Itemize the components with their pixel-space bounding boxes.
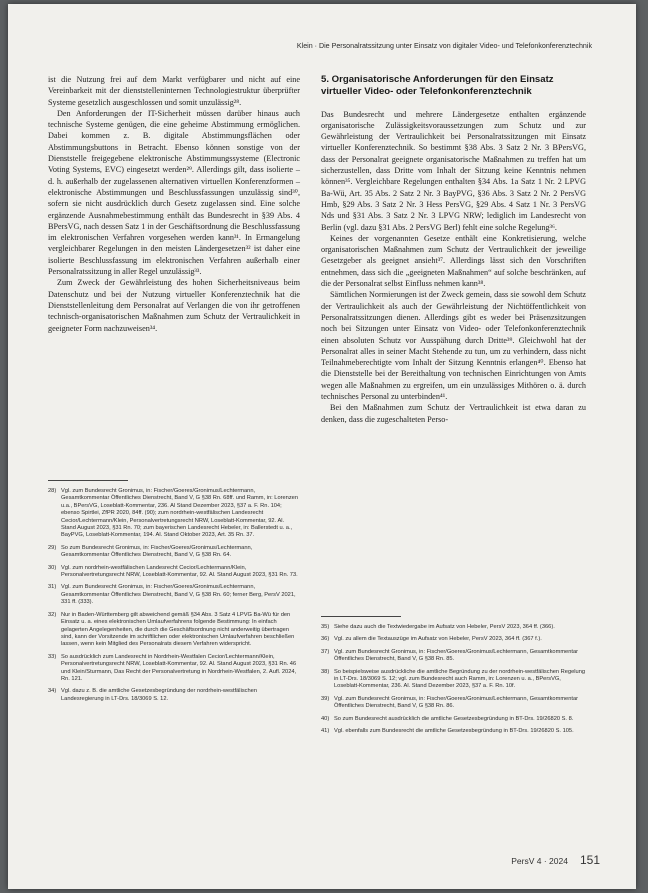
- footnotes-left: [48, 488, 300, 708]
- footnote-number: 39): [321, 695, 330, 702]
- footnote-number: 38): [321, 668, 330, 675]
- footnote-36: [321, 636, 586, 643]
- journal-issue: PersV 4 · 2024: [511, 856, 568, 866]
- footnote-text: Nur in Baden-Württemberg gilt abweichend gemäß §34 Abs. 3 Satz 4 LPVG Ba-Wü für den Einsatz u. a. eines elektronischen Umlaufverfahrens folgende Bestimmung: In einfach gelagerten Angelegenheiten, die durch die Geschäftsordnung nicht anderweitig übertragen sind, kann der Vorsitzende im schriftlichen oder elektronischen Umlaufverfahren beschließen lassen, wenn kein Mitglied des Personalrats diesem Verfahren widerspricht.: [61, 611, 295, 648]
- footnote-text: Siehe dazu auch die Textwiedergabe im Aufsatz von Hebeler, PersV 2023, 364 ff. (366).: [334, 624, 555, 630]
- footnote-number: 34): [48, 688, 57, 695]
- running-head: Klein · Die Personalratssitzung unter Einsatz von digitaler Video- und Telefonkonferenztechnik: [296, 42, 592, 50]
- footnote-text: So zum Bundesrecht ausdrücklich die amtliche Gesetzesbegründung in BT-Drs. 19/26820 S. 8.: [334, 715, 574, 722]
- footnote-text: Vgl. zum Bundesrecht Gronimus, in: Fischer/Goeres/Gronimus/Lechtermann, Gesamtkommentar Öffentliches Dienstrecht, Band V, G §38 Rn. 86.: [334, 695, 579, 710]
- paragraph: Zum Zweck der Gewährleistung des hohen Sicherheitsniveaus beim Datenschutz und bei der Nutzung virtueller Konferenztechnik hat die Dienststellenleitung dem Personalrat auf Verlangen die von ihr getroffenen technisch-organisatorischen Maßnahmen zum Schutz der Vertraulichkeit in geeigneter Form nachzuweisen³⁴.: [48, 278, 300, 333]
- paragraph: Den Anforderungen der IT-Sicherheit müssen darüber hinaus auch technische Systeme genügen, die eine geheime Abstimmung ermöglichen. Dabei kommen z. B. digitale Abstimmungsflächen oder Abstimmungsbuttons in Betracht. Ebenso können sonstige von der Dienststelle freigegebene elektronische Abstimmungssysteme (Electronic Voting Systems, EVC) eingesetzt werden²⁹. Allerdings gilt, dass isolierte – d. h. außerhalb der zugelassenen alternativen virtuellen Konferenzformen – elektronische Abstimmungen und Beschlussfassungen unzulässig sind³⁰, sofern sie nicht ausdrücklich durch Gesetz zugelassen sind. Eine solche ergänzende Ausnahmebestimmung enthält das Bundesrecht in §39 Abs. 4 BPersVG, nach dessen Satz 1 in der Geschäftsordnung die Beschlussfassung im elektronischen Verfahren vorgesehen werden kann³¹. In Ermangelung vergleichbarer Regelungen in den meisten Ländergesetzen³² ist daher eine isolierte Beschlussfassung im elektronischen Verfahren außerhalb einer Personalratssitzung in aller Regel unzulässig³³.: [48, 108, 300, 277]
- footnote-number: 37): [321, 648, 330, 655]
- footnote-rule-right: [321, 616, 401, 617]
- footnotes-right: [321, 624, 586, 740]
- paragraph: Das Bundesrecht und mehrere Ländergesetze enthalten ergänzende organisatorische Zulässigkeitsvoraussetzungen zum Schutz und zur Gewährleistung der Vertraulichkeit bei Personalratssitzungen mit Einsatz virtueller Konferenztechnik. So bestimmt §38 Abs. 3 Satz 2 Nr. 3 BPersVG, dass der Personalrat geeignete organisatorische Maßnahmen zu treffen hat um sicherzustellen, dass Dritte vom Inhalt der Sitzung keine Kenntnis nehmen können³⁵. Vergleichbare Regelungen enthalten §34 Abs. 1a Satz 1 Nr. 2 LPVG Ba-Wü, Art. 35 Abs. 2 Satz 2 Nr. 3 BayPVG, §36 Abs. 3 Satz 2 Nr. 2 PersVG Hmb, §29 Abs. 3 Satz 2 Nr. 3 Hess PersVG, §29 Abs. 4 Satz 1 Nr. 3 PersVG Nds und §31 Abs. 3 Satz 2 Nr. 3 LPVG NRW; lediglich im Landesrecht von Berlin (vgl. dazu §31 Abs. 2 PersVG Berl) fehlt eine solche Regelung³⁶.: [321, 109, 586, 232]
- footnote-number: 32): [48, 611, 57, 618]
- footnote-text: So zum Bundesrecht Gronimus, in: Fischer/Goeres/Gronimus/Lechtermann, Gesamtkommentar Öffentliches Dienstrecht, Band V, G §38 Rn. 64.: [61, 544, 253, 559]
- footnote-text: Vgl. ebenfalls zum Bundesrecht die amtliche Gesetzesbegründung in BT-Drs. 19/26820 S. 105.: [334, 728, 574, 735]
- footnote-41: [321, 728, 586, 735]
- footnote-text: Vgl. dazu z. B. die amtliche Gesetzesbegründung der nordrhein-westfälischen Landesregierung in LT-Drs. 18/3069 S. 12.: [61, 688, 258, 702]
- footnote-rule-left: [48, 480, 128, 481]
- footnote-number: 31): [48, 584, 57, 591]
- footnote-38: [321, 669, 586, 691]
- footnote-text: Vgl. zum nordrhein-westfälischen Landesrecht Cecior/Lechtermann/Klein, Personalvertretungsrecht NRW, Loseblatt-Kommentar, 92. Al. Stand August 2023, §31 Rn. 73.: [61, 564, 298, 579]
- footnote-number: 30): [48, 564, 57, 571]
- footnote-35: [321, 624, 586, 631]
- footnote-29: [48, 545, 300, 560]
- footnote-39: [321, 696, 586, 711]
- section-heading: 5. Organisatorische Anforderungen für den Einsatz virtueller Video- oder Telefonkonferenztechnik: [321, 74, 554, 98]
- footnote-number: 29): [48, 544, 57, 551]
- footnote-34: [48, 688, 300, 703]
- paragraph: ist die Nutzung frei auf dem Markt verfügbarer und nicht auf eine Vereinbarkeit mit der dienststelleninternen Technologiestruktur überprüfter Systeme gesetzlich ausgeschlossen und somit unzulässig²⁸.: [48, 75, 300, 107]
- footnote-33: [48, 654, 300, 684]
- document-page: [8, 4, 636, 889]
- right-column: [321, 74, 586, 425]
- footnote-number: 35): [321, 624, 330, 630]
- footnote-37: [321, 649, 586, 664]
- footnote-text: So ausdrücklich zum Landesrecht in Nordrhein-Westfalen Cecior/Lechtermann/Klein, Personalvertretungsrecht NRW, Loseblatt-Kommentar, 92. Al. Stand August 2023, §31 Rn. 46 und Klein/Sturmann, Das Recht der Personalvertretung in Nordrhein-Westfalen, 2. Aufl. 2024, Rn. 121.: [61, 653, 297, 682]
- footnote-28: [48, 488, 300, 540]
- footnote-number: 36): [321, 636, 330, 643]
- paragraph: Sämtlichen Normierungen ist der Zweck gemein, dass sie sowohl dem Schutz der Vertraulichkeit als auch der Gewährleistung der Nichtöffentlichkeit von Personalratssitzungen dienen. Allerdings gibt es weder bei Präsenzsitzungen noch bei Sitzungen unter Einsatz von Video- oder Telefonkonferenztechnik einen absoluten Schutz vor Ausspähung durch Dritte³⁹. Gleichwohl hat der Personalrat alles in seiner Macht Stehende zu tun, um zu verhindern, dass nicht Teilnahmeberechtigte vom Inhalt der Sitzung Kenntnis erlangen⁴⁰. Ebenso hat die Dienststelle bei der Bereithaltung von technischen Einrichtungen von Amts wegen alle Maßnahmen zu ergreifen, um ein unzulässiges Mithören o. ä. durch technisches Personal zu unterbinden⁴¹.: [321, 290, 586, 402]
- footnote-number: 33): [48, 653, 57, 660]
- footnote-text: Vgl. zum Bundesrecht Gronimus, in: Fischer/Goeres/Gronimus/Lechtermann, Gesamtkommentar Öffentliches Dienstrecht, Band V, G §38 Rn. 68ff. und Ramm, in: Lorenzen u.a., BPersVG, Loseblatt-Kommentar, 236. Al Stand Dezember 2023, §37 a. F. Rn. 104; ebenso Spirtlei, ZfPR 2020, 84ff. (90); zum nordrhein-westfälischen Landesrecht Cecior/Lechtermann/Klein, Personalvertretungsrecht NRW, Loseblatt-Kommentar, 92. Al. Stand August 2023, §31 Rn. 70; zum bayerischen Landesrecht Hebeler, in: Ballerstedt u. a., BayPVG, Loseblatt-Kommentar, 194. Al. Stand Oktober 2023, Art. 35 Rn. 37.: [61, 488, 298, 539]
- footnote-text: So beispielsweise ausdrückliche die amtliche Begründung zu der nordrhein-westfälischen Regelung in LT-Drs. 18/3069 S. 12; vgl. zum Bundesrecht auch Ramm, in: Lorenzen u. a., BPersVG, Loseblatt-Kommentar, 236. Al. Stand Dezember 2023, §37 a. F. Rn. 10f.: [334, 668, 586, 690]
- footnote-number: 41): [321, 728, 330, 735]
- footnote-30: [48, 565, 300, 580]
- paragraph: Keines der vorgenannten Gesetze enthält eine Konkretisierung, welche organisatorischen Maßnahmen zum Schutz der Vertraulichkeit der jeweilige Gesetzgeber als geeignet ansieht³⁷. Allerdings lässt sich den Vorschriften entnehmen, dass sich die „geeigneten Maßnahmen“ auf solche beschränken, auf die der Personalrat selbst Einfluss nehmen kann³⁸.: [321, 233, 586, 289]
- footnote-text: Vgl. zum Bundesrecht Gronimus, in: Fischer/Goeres/Gronimus/Lechtermann, Gesamtkommentar Öffentliches Dienstrecht, Band V, G §38 Rn. 60; ferner Berg, PersV 2021, 331 ff. (333).: [61, 584, 296, 606]
- page-number: 151: [579, 853, 600, 867]
- footnote-32: [48, 612, 300, 649]
- footnote-31: [48, 584, 300, 606]
- page-footer: [511, 853, 600, 867]
- footnote-text: Vgl. zu allem die Textauszüge im Aufsatz von Hebeler, PersV 2023, 364 ff. (367 f.).: [334, 636, 542, 643]
- footnote-text: Vgl. zum Bundesrecht Gronimus, in: Fischer/Goeres/Gronimus/Lechtermann, Gesamtkommentar Öffentliches Dienstrecht, Band V, G §38 Rn. 85.: [334, 648, 579, 663]
- footnote-number: 28): [48, 488, 57, 494]
- left-column: [48, 74, 300, 334]
- footnote-40: [321, 716, 586, 723]
- footnote-number: 40): [321, 715, 330, 722]
- paragraph: Bei den Maßnahmen zum Schutz der Vertraulichkeit ist etwa daran zu denken, dass die zugeschalteten Perso-: [321, 403, 586, 424]
